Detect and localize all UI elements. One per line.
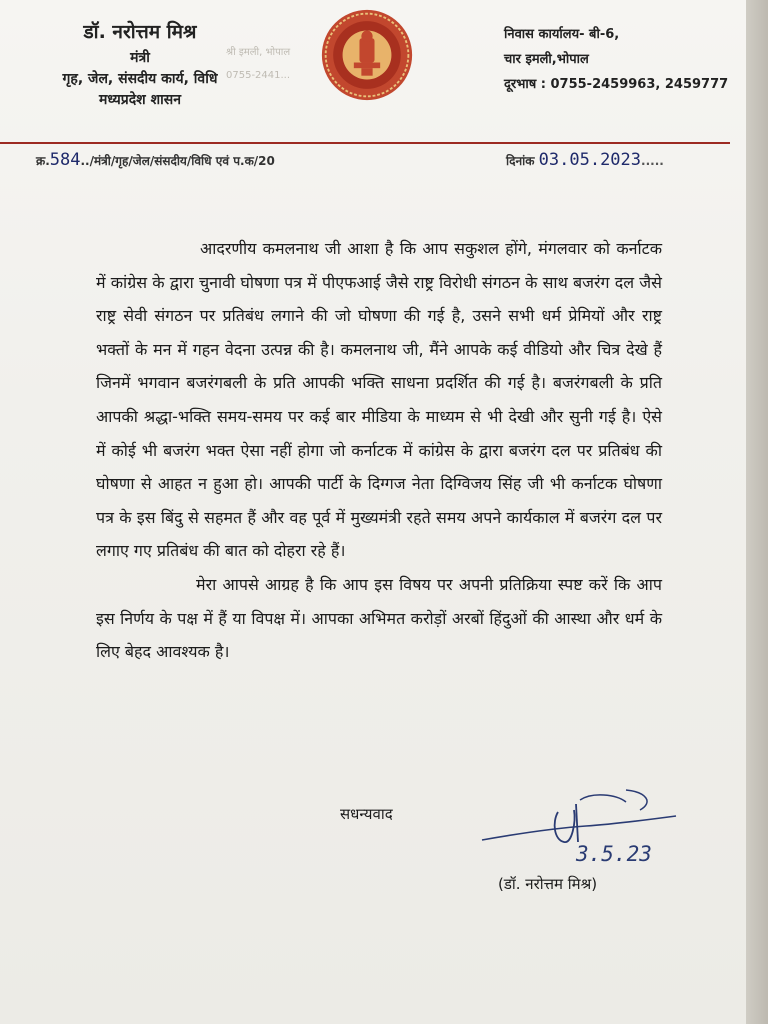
body-paragraph-1: आदरणीय कमलनाथ जी आशा है कि आप सकुशल होंगे, मंगलवार को कर्नाटक में कांग्रेस के द्वारा चुनावी घोषणा पत्र में पीएफआई जैसे राष्ट्र विरोधी संगठन के साथ बजरंग दल जैसे राष्ट्र सेवी संगठन पर प्रतिबंध लगाने की जो घोषणा की गई है, उसने सभी धर्म प्रेमियों और राष्ट्र भक्तों के मन में गहन वेदना उत्पन्न की है। कमलनाथ जी, मैंने आपके कई वीडियो और चित्र देखे हैं जिनमें भगवान बजरंगबली के प्रति आपकी भक्ति साधना प्रदर्शित की गई है। बजरंगबली के प्रति आपकी श्रद्धा-भक्ति समय-समय पर कई बार मीडिया के माध्यम से भी देखी और सुनी गई है। ऐसे में कोई भी बजरंग भक्त ऐसा नहीं होगा जो कर्नाटक में कांग्रेस के द्वारा बजरंग दल पर प्रतिबंध की घोषणा से आहत न हुआ हो। आपकी पार्टी के दिग्गज नेता दिग्विजय सिंह जी भी कर्नाटक घोषणा पत्र के इस बिंदु से सहमत हैं और वह पूर्व में मुख्यमंत्री रहते समय अपने कार्यकाल में बजरंग दल पर लगाए गए प्रतिबंध की बात को दोहरा रहे हैं। <box>96 239 662 561</box>
minister-name: डॉ. नरोत्तम मिश्र <box>83 21 197 43</box>
government: मध्यप्रदेश शासन <box>99 92 181 108</box>
page-edge <box>746 0 768 1024</box>
designation: मंत्री <box>130 50 150 66</box>
closing-salutation: सधन्यवाद <box>340 805 393 823</box>
signature-date: 3.5.23 <box>576 842 652 866</box>
signatory-name: (डॉ. नरोत्तम मिश्र) <box>498 875 598 893</box>
handwritten-ref: 584 <box>49 150 81 170</box>
letter-body <box>96 232 662 669</box>
portfolio: गृह, जेल, संसदीय कार्य, विधि <box>62 71 218 87</box>
office-address: निवास कार्यालय- बी-6, <box>504 27 620 42</box>
city-address: चार इमली,भोपाल <box>504 52 589 67</box>
letter-date: दिनांक 03.05.2023..... <box>506 150 664 170</box>
body-paragraph-2: मेरा आपसे आग्रह है कि आप इस विषय पर अपनी प्रतिक्रिया स्पष्ट करें कि आप इस निर्णय के पक्ष में हैं या विपक्ष में। आपका अभिमत करोड़ों अरबों हिंदुओं की आस्था और धर्म के लिए बेहद आवश्यक है। <box>96 574 662 662</box>
phone-numbers: दूरभाष : 0755-2459963, 2459777 <box>504 77 729 92</box>
letterhead-left <box>40 18 240 111</box>
reference-number: क्र.584../मंत्री/गृह/जेल/संसदीय/विधि एवं प.क/20 <box>36 150 275 170</box>
letterhead-right <box>504 22 728 97</box>
state-emblem-icon <box>320 8 414 102</box>
handwritten-date: 03.05.2023 <box>538 150 642 170</box>
header-divider <box>0 142 730 144</box>
letter-page: डॉ. नरोत्तम मिश्र मंत्री गृह, जेल, संसदीय कार्य, विधि मध्यप्रदेश शासन श्री इमली, भोपाल 0755-2441... निवास कार्यालय- बी-6, चार इमली,भोपाल दूरभाष : 0755-2459963, 2459777 क्र.584../मंत्री/गृह/जेल/संसदीय/विधि एवं प.क/20 दिनांक 03.05.2023..... आदरणीय कमलनाथ जी आशा है कि आप सकुशल होंगे, मंगलवार को कर्नाटक में कांग्रेस के द्वारा चुनावी घोषणा पत्र में पीएफआई जैसे राष्ट्र विरोधी संगठन के साथ बजरंग दल जैसे राष्ट्र सेवी संगठन पर प्रतिबंध लगाने की जो घोषणा की गई है, उसने सभी धर्म प्रेमियों और राष्ट्र भक्तों के मन में गहन वेदना उत्पन्न की है। कमलनाथ जी, मैंने आपके कई वीडियो और चित्र देखे हैं जिनमें भगवान बजरंगबली के प्रति आपकी भक्ति साधना प्रदर्शित की गई है। बजरंगबली के प्रति आपकी श्रद्धा-भक्ति समय-समय पर कई बार मीडिया के माध्यम से भी देखी और सुनी गई है। ऐसे में कोई भी बजरंग भक्त ऐसा नहीं होगा जो कर्नाटक में कांग्रेस के द्वारा बजरंग दल पर प्रतिबंध की घोषणा से आहत न हुआ हो। आपकी पार्टी के दिग्गज नेता दिग्विजय सिंह जी भी कर्नाटक घोषणा पत्र के इस बिंदु से सहमत हैं और वह पूर्व में मुख्यमंत्री रहते समय अपने कार्यकाल में बजरंग दल पर लगाए गए प्रतिबंध की बात को दोहरा रहे हैं। मेरा आपसे आग्रह है कि आप इस विषय पर अपनी प्रतिक्रिया स्पष्ट करें कि आप इस निर्णय के पक्ष में हैं या विपक्ष में। आपका अभिमत करोड़ों अरबों हिंदुओं की आस्था और धर्म के लिए बेहद आवश्यक है। सधन्यवाद 3.5.23 (डॉ. नरोत्तम मिश्र) <box>0 0 746 1024</box>
